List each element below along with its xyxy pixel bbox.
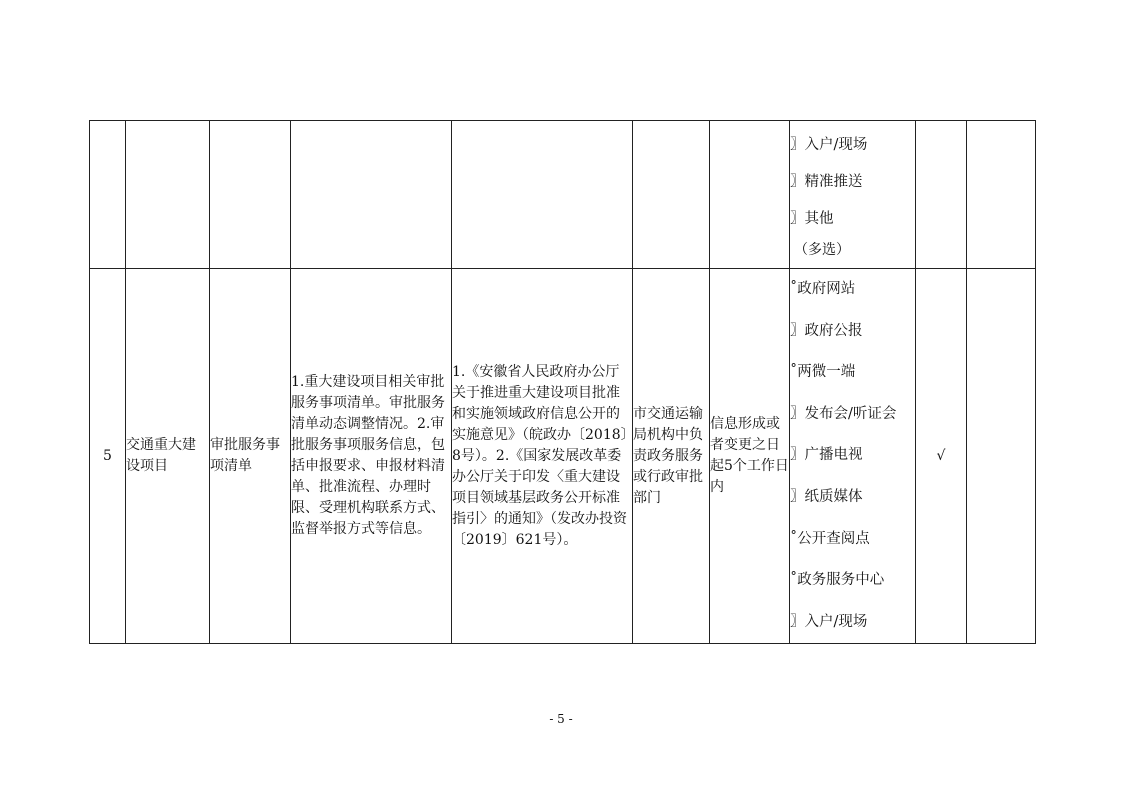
category-cell	[126, 121, 210, 269]
channel-item: ˚政务服务中心	[790, 572, 885, 589]
check-cell	[916, 121, 967, 269]
disclosure-table	[89, 120, 1036, 644]
basis-cell: 1.《安徽省人民政府办公厅关于推进重大建设项目批准和实施领域政府信息公开的实施意见》（皖政办〔2018〕8号）。2.《国家发展改革委办公厅关于印发〈重大建设项目领域基层政务公开标准指引〉的通知》（发改办投资〔2019〕621号）。	[452, 269, 633, 644]
time-limit-cell	[710, 121, 790, 269]
basis-cell	[452, 121, 633, 269]
category-cell: 交通重大建设项目	[126, 269, 210, 644]
channel-item: 〗政府公报	[790, 322, 863, 339]
table-row	[90, 269, 1036, 644]
page-number: - 5 -	[549, 712, 573, 726]
subject-cell	[633, 121, 710, 269]
channel-item: ˚两微一端	[790, 364, 856, 381]
check-mark: √	[916, 269, 967, 644]
content-cell: 1.重大建设项目相关审批服务事项清单。审批服务清单动态调整情况。2.审批服务事项服务信息，包括申报要求、申报材料清单、批准流程、办理时限、受理机构联系方式、监督举报方式等信息。	[291, 269, 452, 644]
content-cell	[291, 121, 452, 269]
time-limit-cell: 信息形成或者变更之日起5个工作日内	[710, 269, 790, 644]
item-cell	[210, 121, 291, 269]
channel-item: 〗入户/现场	[790, 613, 868, 630]
channels-cell	[790, 269, 916, 644]
channel-item: ˚公开查阅点	[790, 530, 870, 547]
item-cell: 审批服务事项清单	[210, 269, 291, 644]
extra-cell	[967, 269, 1036, 644]
channel-item: 〗精准推送	[790, 174, 863, 190]
channel-item: 〗入户/现场	[790, 137, 868, 153]
channel-item: 〗广播电视	[790, 447, 863, 464]
channel-item: 〗发布会/听证会	[790, 405, 897, 422]
index-cell: 5	[90, 269, 126, 644]
subject-cell: 市交通运输局机构中负责政务服务或行政审批部门	[633, 269, 710, 644]
index-cell	[90, 121, 126, 269]
channel-item: ˚政府网站	[790, 281, 856, 297]
channel-item: 〗其他	[790, 211, 834, 227]
channel-item: 〗纸质媒体	[790, 488, 863, 505]
extra-cell	[967, 121, 1036, 269]
channels-cell	[790, 121, 916, 269]
table-row	[90, 121, 1036, 269]
multi-select-note: （多选）	[794, 242, 850, 258]
